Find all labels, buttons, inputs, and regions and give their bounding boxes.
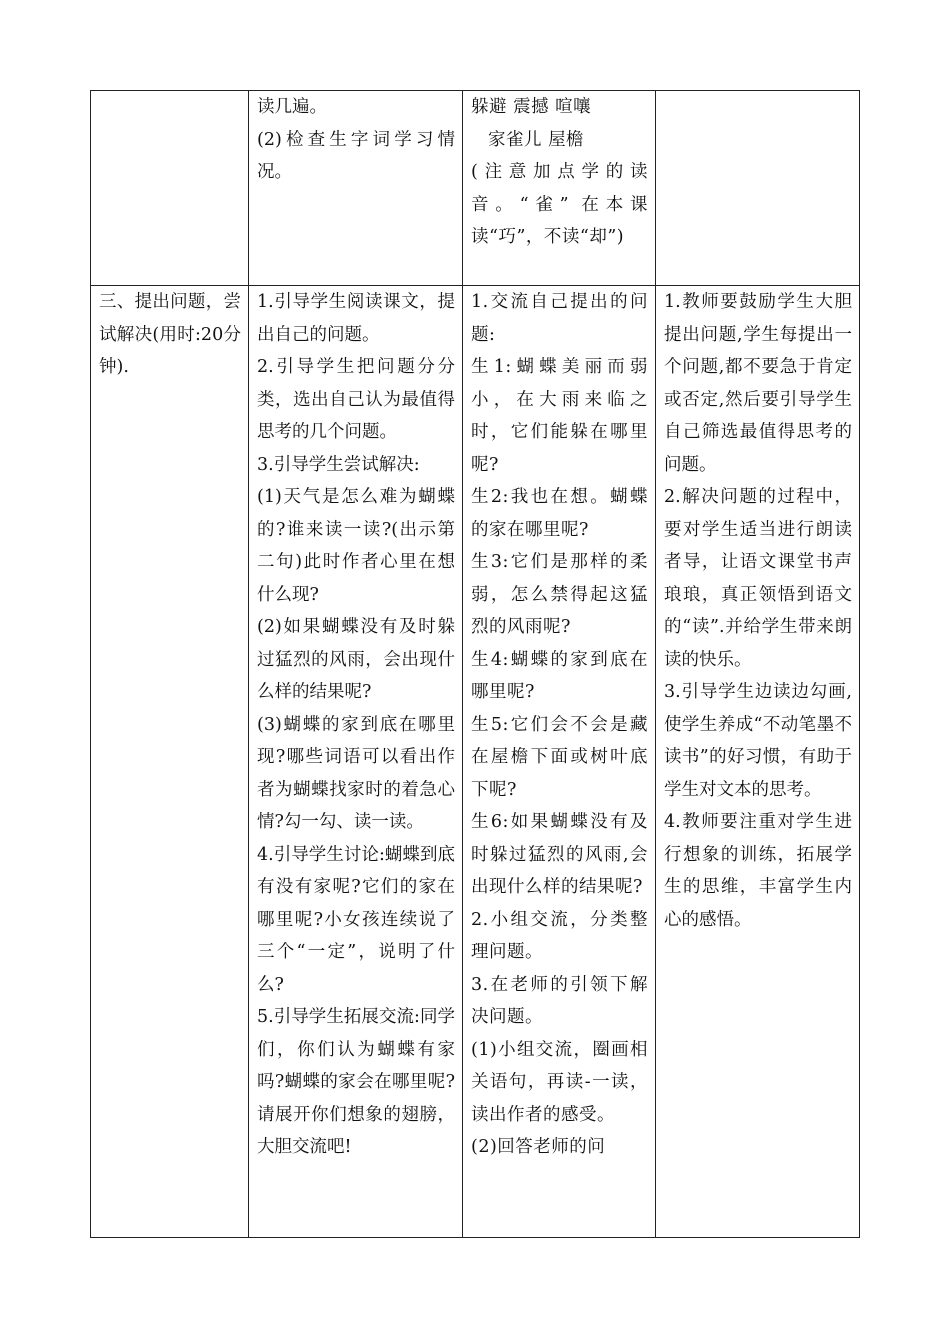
text-line: 3.引导学生边读边勾画,使学生养成“不动笔墨不读书”的好习惯，有助于学生对文本的思考。 <box>664 682 852 800</box>
text-line: 生2:我也在想。蝴蝶的家在哪里呢? <box>471 487 648 540</box>
text-line: 5.引导学生拓展交流:同学们，你们认为蝴蝶有家吗?蝴蝶的家会在哪里呢?请展开你们想象的翅膀，大胆交流吧! <box>257 1007 455 1157</box>
table-row <box>91 286 860 1238</box>
text-line: 生6:如果蝴蝶没有及时躲过猛烈的风雨,会出现什么样的结果呢? <box>471 812 648 897</box>
table-row <box>91 91 860 286</box>
notes-cell <box>656 91 860 286</box>
text-line: 2.小组交流，分类整理问题。 <box>471 909 648 962</box>
text-line: 生5:它们会不会是藏在屋檐下面或树叶底下呢? <box>471 714 648 800</box>
student-activity-cell <box>463 286 656 1238</box>
lesson-plan-table <box>90 90 860 1238</box>
teacher-activity-cell <box>249 286 463 1238</box>
text-line: 生4:蝴蝶的家到底在哪里呢? <box>471 649 648 702</box>
text-line: 生3:它们是那样的柔弱，怎么禁得起这猛烈的风雨呢? <box>471 552 648 637</box>
text-line: (2)检查生字词学习情况。 <box>257 129 455 182</box>
teacher-activity-cell <box>249 91 463 286</box>
text-line: 4.教师要注重对学生进行想象的训练，拓展学生的思维，丰富学生内心的感悟。 <box>664 812 852 930</box>
text-line: 1.交流自己提出的问题: <box>471 292 648 345</box>
text-line: 1.引导学生阅读课文，提出自己的问题。 <box>257 292 455 345</box>
stage-title: 三、提出问题，尝试解决(用时:20分钟). <box>99 292 241 377</box>
text-line: (3)蝴蝶的家到底在哪里现?哪些词语可以看出作者为蝴蝶找家时的着急心情?勾一勾、读一读。 <box>257 714 455 832</box>
text-line: 2.解决问题的过程中，要对学生适当进行朗读者导，让语文课堂书声琅琅，真正领悟到语文的“读”.并给学生带来朗读的快乐。 <box>664 487 852 670</box>
text-line: 4.引导学生讨论:蝴蝶到底有没有家呢?它们的家在哪里呢?小女孩连续说了三个“一定”，说明了什么? <box>257 844 455 995</box>
pronunciation-note: (注意加点学的读音。“雀” 在本课读“巧”，不读“却”) <box>471 162 648 247</box>
text-line: (1)小组交流，圈画相关语句，再读-一读，读出作者的感受。 <box>471 1039 648 1125</box>
text-line: (1)天气是怎么难为蝴蝶的?谁来读一读?(出示第二句)此时作者心里在想什么现? <box>257 487 455 605</box>
vocab-line: 躲避 震撼 喧嚷 <box>471 97 592 117</box>
text-line: 读几遍。 <box>257 97 327 117</box>
stage-cell <box>91 286 249 1238</box>
text-line: 1.教师要鼓励学生大胆提出问题,学生每提出一个问题,都不要急于肯定或否定,然后要引导学生自己筛选最值得思考的问题。 <box>664 292 852 475</box>
text-line: 3.引导学生尝试解决: <box>257 454 420 475</box>
stage-cell <box>91 91 249 286</box>
text-line: (2)如果蝴蝶没有及时躲过猛烈的风雨，会出现什么样的结果呢? <box>257 617 455 702</box>
notes-cell <box>656 286 860 1238</box>
vocab-line: 家雀儿 屋檐 <box>488 129 585 150</box>
text-line: 生1:蝴蝶美丽而弱小，在大雨来临之时，它们能躲在哪里呢? <box>471 357 648 475</box>
text-line: 3.在老师的引领下解决问题。 <box>471 974 648 1027</box>
student-activity-cell <box>463 91 656 286</box>
text-line: (2)回答老师的问 <box>471 1137 606 1157</box>
text-line: 2.引导学生把问题分分类，选出自己认为最值得思考的几个问题。 <box>257 357 455 442</box>
